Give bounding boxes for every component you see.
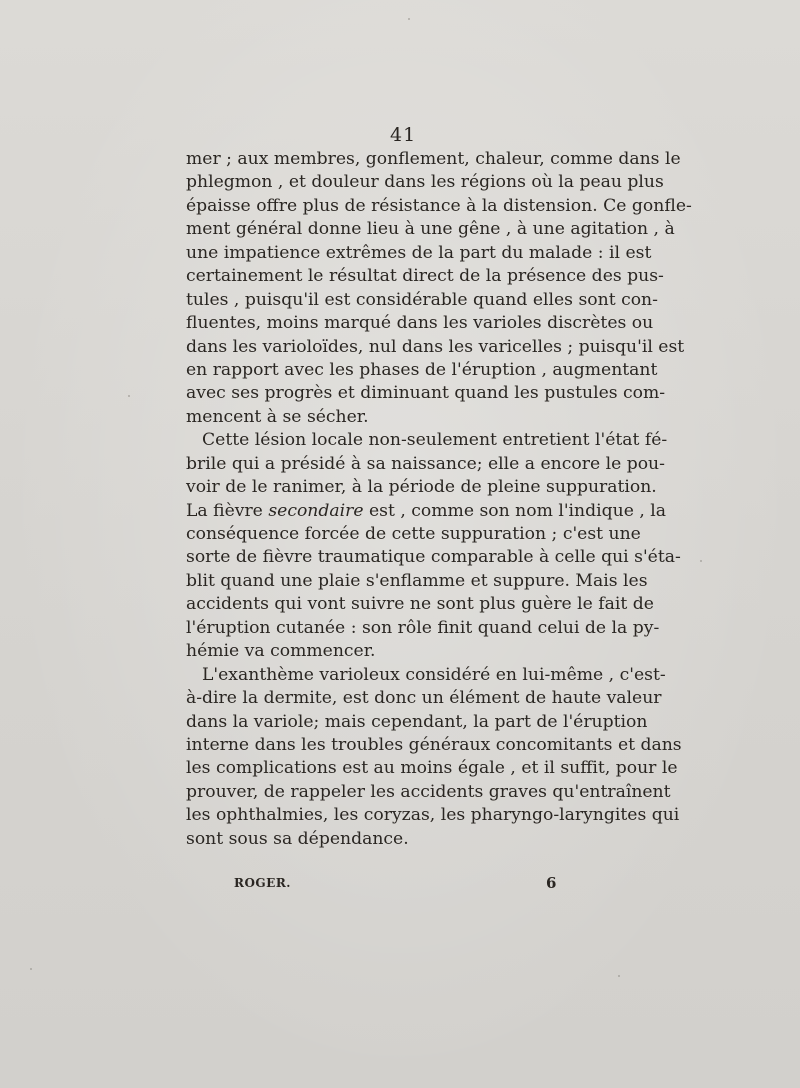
signature-mark: ROGER.	[234, 876, 291, 890]
paper-speck	[618, 975, 620, 977]
text-line: dans les varioloïdes, nul dans les varicelles ; puisqu'il est	[186, 336, 685, 357]
text-line: hémie va commencer.	[186, 641, 376, 662]
text-run: est , comme son nom l'indique , la	[363, 500, 667, 521]
paragraph-1	[186, 148, 692, 429]
text-line: blit quand une plaie s'enflamme et suppure. Mais les	[186, 570, 648, 591]
text-line: épaisse offre plus de résistance à la distension. Ce gonfle-	[186, 195, 692, 216]
text-line: l'éruption cutanée : son rôle finit quand celui de la py-	[186, 617, 660, 638]
text-line: fluentes, moins marqué dans les varioles discrètes ou	[186, 313, 654, 334]
paragraph-3	[186, 664, 682, 852]
text-line: les complications est au moins égale , et il suffit, pour le	[186, 758, 678, 779]
text-line	[186, 500, 667, 523]
paper-speck	[30, 968, 32, 970]
text-line: certainement le résultat direct de la présence des pus-	[186, 266, 664, 287]
text-line: tules , puisqu'il est considérable quand elles sont con-	[186, 289, 658, 310]
text-line: dans la variole; mais cependant, la part de l'éruption	[186, 711, 648, 732]
italic-term: secondaire	[268, 500, 364, 521]
paper-speck	[408, 18, 410, 20]
paragraph-2	[186, 429, 681, 663]
text-line: mer ; aux membres, gonflement, chaleur, comme dans le	[186, 149, 681, 169]
paper-speck	[700, 560, 702, 562]
text-line: Cette lésion locale non-seulement entretient l'état fé-	[202, 430, 668, 451]
text-line: prouver, de rappeler les accidents graves qu'entraînent	[186, 781, 671, 802]
text-line: avec ses progrès et diminuant quand les pustules com-	[186, 383, 666, 404]
text-line: phlegmon , et douleur dans les régions où la peau plus	[186, 172, 664, 193]
text-line: sont sous sa dépendance.	[186, 828, 409, 849]
body-text	[186, 148, 692, 851]
sheet-number: 6	[546, 874, 557, 892]
text-line: brile qui a présidé à sa naissance; elle a encore le pou-	[186, 453, 665, 474]
text-line: les ophthalmies, les coryzas, les pharyngo-laryngites qui	[186, 805, 680, 826]
text-line: mencent à se sécher.	[186, 406, 369, 427]
text-line: voir de le ranimer, à la période de pleine suppuration.	[186, 477, 657, 498]
text-line: accidents qui vont suivre ne sont plus guère le fait de	[186, 594, 654, 615]
text-line: interne dans les troubles généraux concomitants et dans	[186, 734, 682, 755]
paper-speck	[128, 395, 130, 397]
text-line: sorte de fièvre traumatique comparable à celle qui s'éta-	[186, 547, 681, 568]
text-line: ment général donne lieu à une gêne , à une agitation , à	[186, 219, 675, 240]
text-line: une impatience extrêmes de la part du malade : il est	[186, 242, 652, 263]
text-line: L'exanthème varioleux considéré en lui-même , c'est-	[202, 664, 666, 685]
page-number: 41	[390, 124, 417, 146]
text-line: conséquence forcée de cette suppuration ; c'est une	[186, 524, 641, 544]
text-line: en rapport avec les phases de l'éruption , augmentant	[186, 359, 658, 380]
text-line: à-dire la dermite, est donc un élément de haute valeur	[186, 688, 662, 709]
text-run: La fièvre	[186, 500, 269, 521]
